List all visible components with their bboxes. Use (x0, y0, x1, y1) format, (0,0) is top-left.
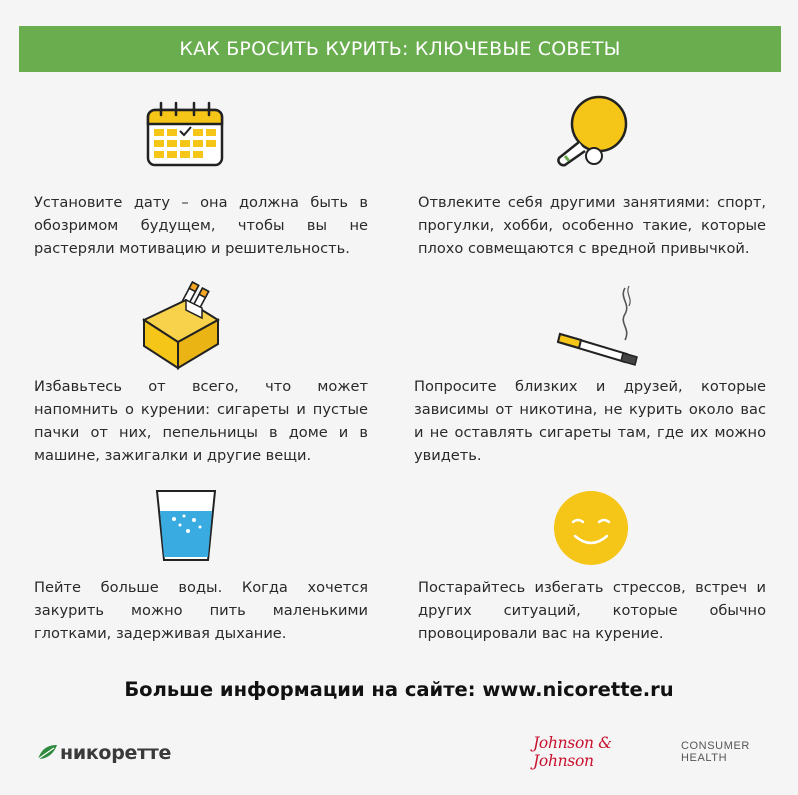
ping-pong-icon (553, 94, 635, 170)
tip-text-ask-friends: Попросите близких и друзей, которые зависимы от никотина, не курить около вас и не оставлять сигареты там, где их можно увидеть. (414, 378, 766, 464)
smiley-icon (551, 488, 631, 568)
tip-text-water: Пейте больше воды. Когда хочется закурить можно пить маленькими глотками, задерживая дыхание. (34, 579, 368, 642)
header-banner (19, 26, 781, 72)
water-glass-icon (154, 487, 218, 563)
jj-logo-sub: CONSUMER HEALTH (680, 740, 750, 764)
tip-text-date: Установите дату – она должна быть в обозримом будущем, чтобы вы не растеряли мотивацию и решительность. (34, 194, 368, 257)
cigarette-icon (557, 282, 645, 368)
leaf-icon (36, 743, 58, 763)
tip-text-stress: Постарайтесь избегать стрессов, встреч и других ситуаций, которые обычно провоцировали вас на курение. (418, 579, 766, 642)
jj-logo (533, 734, 798, 770)
cigarette-pack-icon (140, 278, 224, 370)
tip-text-remove: Избавьтесь от всего, что может напомнить о курении: сигареты и пустые пачки от них, пепельницы в доме и в машине, зажигалки и другие вещи. (34, 378, 368, 464)
calendar-icon (145, 100, 225, 168)
tip-text-distract: Отвлеките себя другими занятиями: спорт, прогулки, хобби, особенно такие, которые плохо совмещаются с вредной привычкой. (418, 194, 766, 257)
nicorette-logo-text: никоретте (60, 742, 172, 764)
more-info-text: Больше информации на сайте: www.nicorette.ru (124, 678, 674, 701)
page-title: КАК БРОСИТЬ КУРИТЬ: КЛЮЧЕВЫЕ СОВЕТЫ (179, 38, 621, 60)
nicorette-logo (36, 739, 171, 767)
jj-logo-script: Johnson & Johnson (533, 734, 612, 770)
